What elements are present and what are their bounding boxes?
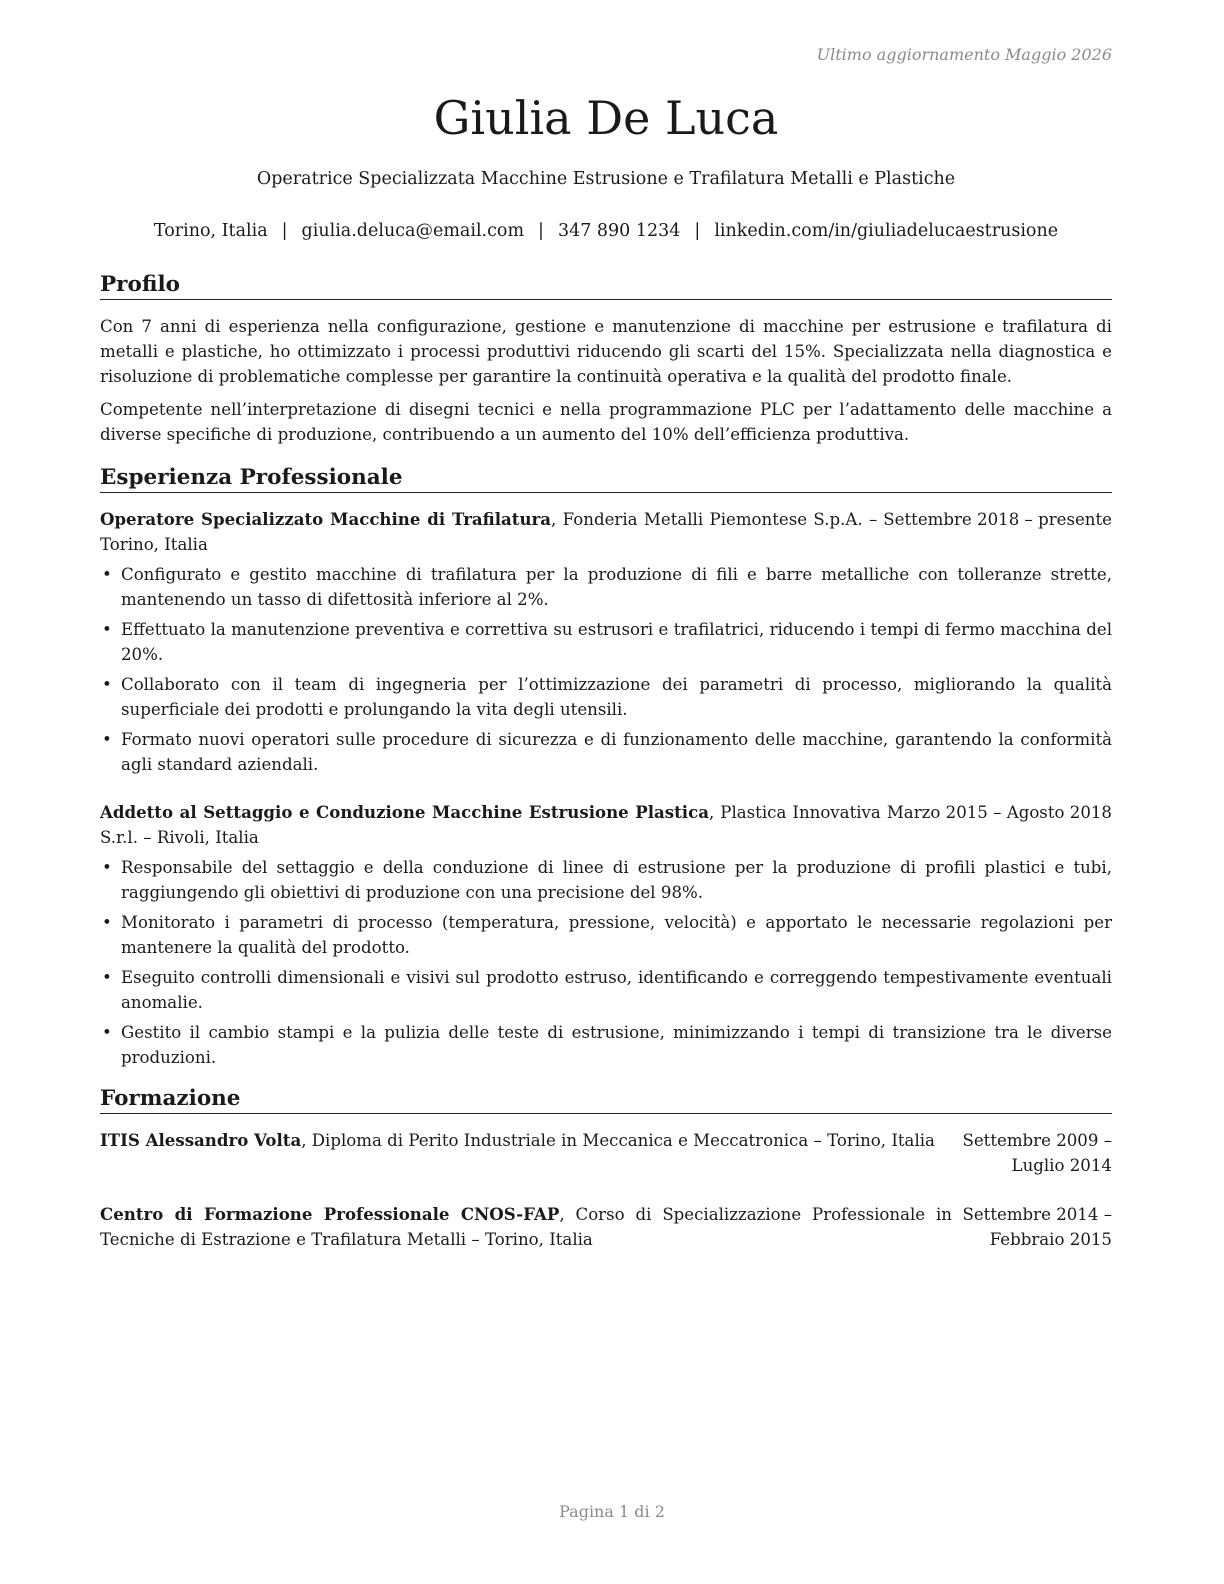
education-row	[100, 1202, 1112, 1252]
list-item	[100, 855, 1112, 905]
bullet-icon: •	[102, 913, 112, 932]
contact-linkedin[interactable]: linkedin.com/in/giuliadelucaestrusione	[714, 221, 1059, 241]
bullet-icon: •	[102, 565, 112, 584]
job-role: Addetto al Settaggio e Conduzione Macchine Estrusione Plastica	[100, 802, 709, 822]
contact-line	[100, 219, 1112, 243]
contact-phone[interactable]: 347 890 1234	[557, 221, 681, 241]
page-number: Pagina 1 di 2	[559, 1502, 665, 1521]
list-item	[100, 672, 1112, 722]
bullet-text: Collaborato con il team di ingegneria per l’ottimizzazione dei parametri di processo, migliorando la qualità superficiale dei prodotti e prolungando la vita degli utensili.	[121, 675, 1112, 719]
contact-email[interactable]: giulia.deluca@email.com	[301, 221, 525, 241]
job-company: , Fonderia Metalli Piemontese S.p.A. – Torino, Italia	[100, 510, 878, 554]
bullet-text: Eseguito controlli dimensionali e visivi sul prodotto estruso, identificando e correggendo tempestivamente eventuali anomalie.	[121, 968, 1112, 1012]
bullet-text: Monitorato i parametri di processo (temperatura, pressione, velocità) e apportato le necessarie regolazioni per mantenere la qualità del prodotto.	[121, 913, 1112, 957]
job-role-company	[100, 507, 877, 557]
bullet-icon: •	[102, 1023, 112, 1042]
contact-separator: |	[281, 221, 288, 241]
section-title-profile: Profilo	[100, 272, 1112, 300]
job-title: Operatrice Specializzata Macchine Estrusione e Trafilatura Metalli e Plastiche	[256, 169, 956, 189]
education-detail: , Diploma di Perito Industriale in Meccanica e Meccatronica – Torino, Italia	[301, 1131, 935, 1150]
bullet-icon: •	[102, 730, 112, 749]
education-school: Centro di Formazione Professionale CNOS-FAP	[100, 1204, 560, 1224]
bullet-text: Effettuato la manutenzione preventiva e correttiva su estrusori e trafilatrici, riducendo i tempi di fermo macchina del 20%.	[121, 620, 1112, 664]
list-item	[100, 910, 1112, 960]
bullet-text: Formato nuovi operatori sulle procedure di sicurezza e di funzionamento delle macchine, garantendo la conformità agli standard aziendali.	[121, 730, 1112, 774]
job-header	[100, 507, 1112, 557]
education-entry	[100, 1202, 1112, 1252]
education-dates: Settembre 2009 – Luglio 2014	[962, 1131, 1112, 1175]
list-item	[100, 1020, 1112, 1070]
education-school-detail	[100, 1202, 960, 1252]
job-role-company	[100, 800, 881, 850]
bullet-icon: •	[102, 675, 112, 694]
list-item	[100, 965, 1112, 1015]
candidate-name: Giulia De Luca	[433, 91, 779, 145]
job-entry	[100, 507, 1112, 782]
section-title-education: Formazione	[100, 1086, 1112, 1114]
bullet-icon: •	[102, 858, 112, 877]
bullet-icon: •	[102, 620, 112, 639]
job-entry	[100, 800, 1112, 1075]
education-school-detail	[100, 1128, 960, 1178]
bullet-text: Responsabile del settaggio e della conduzione di linee di estrusione per la produzione di profili plastici e tubi, raggiungendo gli obiettivi di produzione con una precisione del 98%.	[121, 858, 1112, 902]
bullet-icon: •	[102, 968, 112, 987]
education-detail: , Corso di Specializzazione Professionale in Tecniche di Estrazione e Trafilatura Metalli – Torino, Italia	[100, 1205, 952, 1249]
contact-separator: |	[538, 221, 544, 241]
job-header	[100, 800, 1112, 850]
job-dates: Settembre 2018 – presente	[883, 510, 1112, 529]
education-entry	[100, 1128, 1112, 1178]
job-bullets	[100, 562, 1112, 777]
profile-section	[100, 314, 1112, 455]
job-bullets	[100, 855, 1112, 1070]
list-item	[100, 562, 1112, 612]
job-company: , Plastica Innovativa S.r.l. – Rivoli, Italia	[100, 803, 881, 847]
profile-paragraph: Con 7 anni di esperienza nella configurazione, gestione e manutenzione di macchine per estrusione e trafilatura di metalli e plastiche, ho ottimizzato i processi produttivi riducendo gli scarti del 15%. Specializzata nella diagnostica e risoluzione di problematiche complesse per garantire la continuità operativa e la qualità del prodotto finale.	[100, 317, 1112, 386]
last-updated: Ultimo aggiornamento Maggio 2026	[816, 45, 1112, 64]
section-title-experience: Esperienza Professionale	[100, 465, 1112, 493]
education-dates: Settembre 2014 – Febbraio 2015	[962, 1205, 1112, 1249]
list-item	[100, 727, 1112, 777]
list-item	[100, 617, 1112, 667]
contact-separator: |	[694, 221, 701, 241]
profile-paragraph: Competente nell’interpretazione di disegni tecnici e nella programmazione PLC per l’adattamento delle macchine a diverse specifiche di produzione, contribuendo a un aumento del 10% dell’efficienza produttiva.	[100, 400, 1112, 444]
job-role: Operatore Specializzato Macchine di Trafilatura	[100, 509, 552, 529]
education-school: ITIS Alessandro Volta	[100, 1130, 302, 1150]
bullet-text: Gestito il cambio stampi e la pulizia delle teste di estrusione, minimizzando i tempi di transizione tra le diverse produzioni.	[121, 1023, 1112, 1067]
education-row	[100, 1128, 1112, 1178]
bullet-text: Configurato e gestito macchine di trafilatura per la produzione di fili e barre metalliche con tolleranze strette, mantenendo un tasso di difettosità inferiore al 2%.	[121, 565, 1112, 609]
job-dates: Marzo 2015 – Agosto 2018	[886, 803, 1112, 822]
contact-location: Torino, Italia	[153, 221, 268, 241]
